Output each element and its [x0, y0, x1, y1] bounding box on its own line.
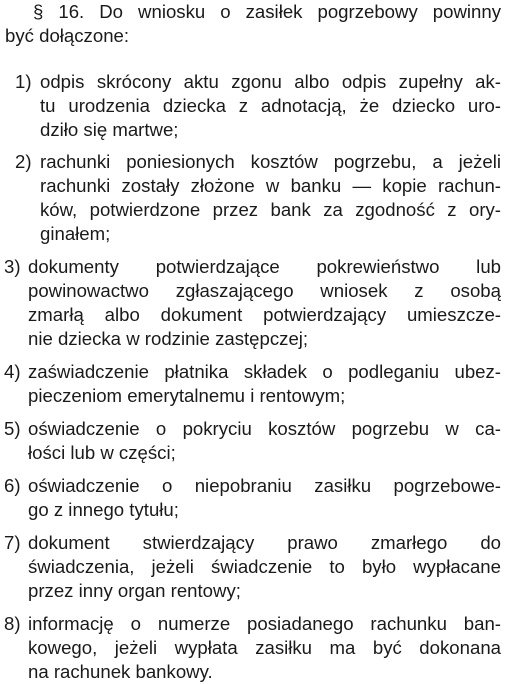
item-number: 7) [4, 532, 21, 553]
list-item-line: dziło się martwe; [40, 119, 179, 140]
list-item-line: odpis skrócony aktu zgonu albo odpis zupełny ak- [40, 71, 501, 92]
list-item-line: dokumenty potwierdzające pokrewieństwo lub [28, 256, 501, 277]
list-item-line: rachunki poniesionych kosztów pogrzebu, a jeżeli [40, 151, 501, 172]
section-heading: § 16. Do wniosku o zasiłek pogrzebowy powinny [33, 1, 501, 22]
list-item-line: przez inny organ rentowy; [28, 580, 241, 601]
list-item-line: ków, potwierdzone przez bank za zgodność z ory- [40, 199, 501, 220]
item-number: 8) [4, 613, 21, 634]
item-number: 3) [4, 256, 21, 277]
list-item-line: nie dziecka w rodzinie zastępczej; [28, 328, 309, 349]
list-item-line: dokument stwierdzający prawo zmarłego do [28, 532, 501, 553]
list-item-line: rachunki zostały złożone w banku — kopie rachun- [40, 175, 501, 196]
section-heading-continuation: być dołączone: [5, 25, 130, 46]
item-number: 2) [15, 151, 32, 172]
list-item-line: zaświadczenie płatnika składek o podleganiu ubez- [28, 361, 501, 382]
list-item-line: zmarłą albo dokument potwierdzający umieszcze- [28, 304, 501, 325]
list-item-line: pieczeniom emerytalnemu i rentowym; [28, 385, 346, 406]
list-item-line: ginałem; [40, 223, 111, 244]
list-item-line: świadczenia, jeżeli świadczenie to było wypłacane [28, 556, 501, 577]
list-item-line: tu urodzenia dziecka z adnotacją, że dziecko uro- [40, 95, 501, 116]
item-number: 4) [4, 361, 21, 382]
list-item-line: powinowactwo zgłaszającego wniosek z osobą [28, 280, 501, 301]
list-item-line: łości lub w części; [28, 442, 176, 463]
list-item-line: kowego, jeżeli wypłata zasiłku ma być dokonana [28, 637, 501, 658]
list-item-line: na rachunek bankowy. [28, 661, 213, 682]
list-item-line: go z innego tytułu; [28, 499, 179, 520]
list-item-line: informację o numerze posiadanego rachunku ban- [28, 613, 501, 634]
list-item-line: oświadczenie o niepobraniu zasiłku pogrzebowe- [28, 475, 501, 496]
list-item-line: oświadczenie o pokryciu kosztów pogrzebu w ca- [28, 418, 501, 439]
item-number: 5) [4, 418, 21, 439]
item-number: 1) [15, 71, 32, 92]
item-number: 6) [4, 475, 21, 496]
